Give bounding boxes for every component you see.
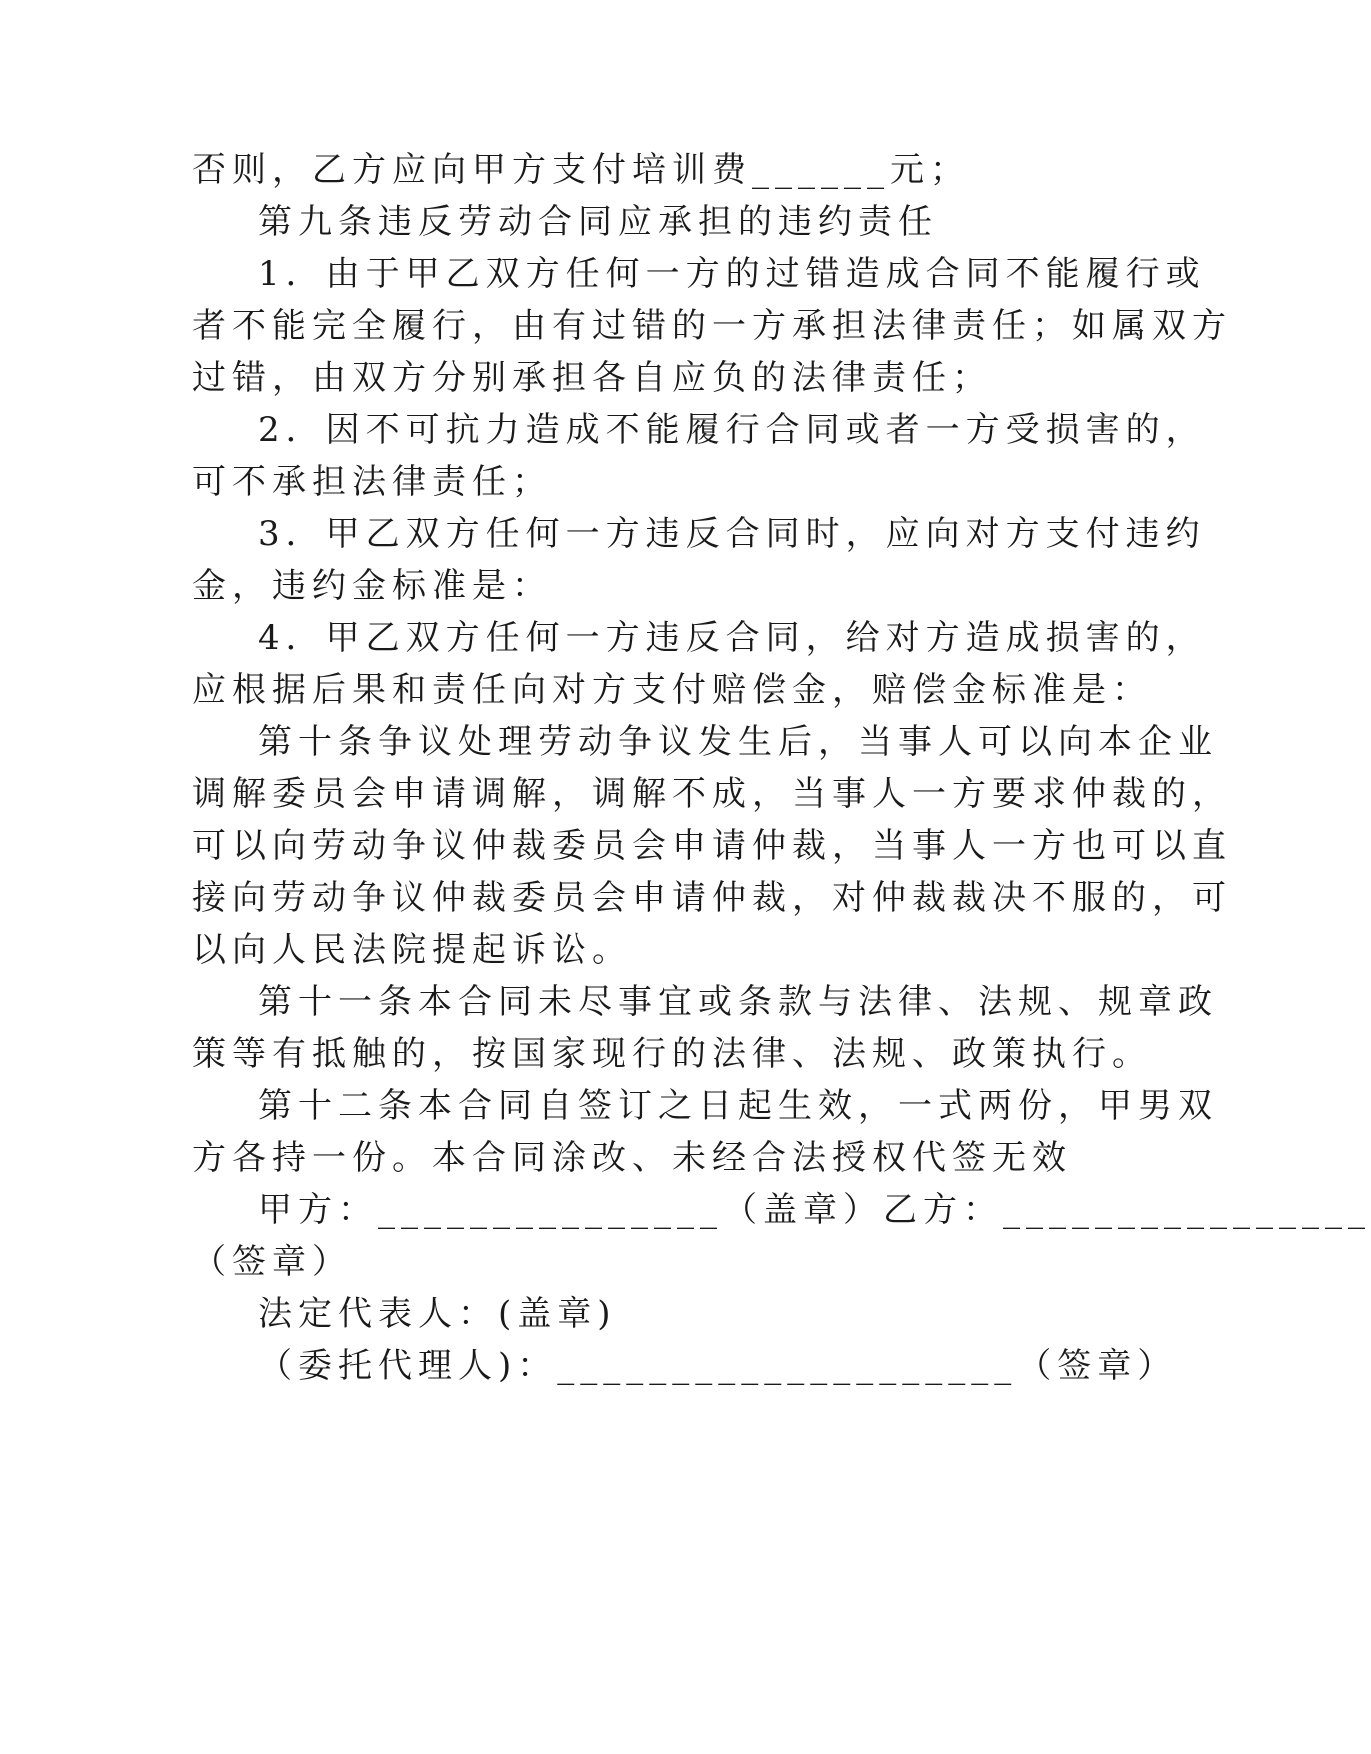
authorized-agent-line: （委托代理人)：____________________（签章） bbox=[258, 1346, 1178, 1386]
article-9-heading: 第九条违反劳动合同应承担的违约责任 bbox=[258, 202, 938, 242]
article-11-line: 第十一条本合同未尽事宜或条款与法律、法规、规章政 bbox=[258, 982, 1218, 1022]
text-line-18: 策等有抵触的，按国家现行的法律、法规、政策执行。 bbox=[192, 1034, 1152, 1074]
text-line-13: 调解委员会申请调解，调解不成，当事人一方要求仲裁的， bbox=[192, 774, 1232, 814]
text-line-14: 可以向劳动争议仲裁委员会申请仲裁，当事人一方也可以直 bbox=[192, 826, 1232, 866]
text-line-11: 应根据后果和责任向对方支付赔偿金，赔偿金标准是： bbox=[192, 670, 1152, 710]
text-line-10: 4．甲乙双方任何一方违反合同，给对方造成损害的， bbox=[258, 618, 1206, 658]
text-line-6: 2．因不可抗力造成不能履行合同或者一方受损害的， bbox=[258, 410, 1206, 450]
text-line-4: 者不能完全履行，由有过错的一方承担法律责任；如属双方 bbox=[192, 306, 1232, 346]
text-line-15: 接向劳动争议仲裁委员会申请仲裁，对仲裁裁决不服的，可 bbox=[192, 878, 1232, 918]
text-line-5: 过错，由双方分别承担各自应负的法律责任； bbox=[192, 358, 992, 398]
text-line-3: 1．由于甲乙双方任何一方的过错造成合同不能履行或 bbox=[258, 254, 1206, 294]
article-12-line: 第十二条本合同自签订之日起生效，一式两份，甲男双 bbox=[258, 1086, 1218, 1126]
text-line-1: 否则，乙方应向甲方支付培训费______元； bbox=[192, 150, 970, 190]
text-line-20: 方各持一份。本合同涂改、未经合法授权代签无效 bbox=[192, 1138, 1072, 1178]
text-line-16: 以向人民法院提起诉讼。 bbox=[192, 930, 632, 970]
legal-representative-line: 法定代表人：(盖章) bbox=[258, 1294, 617, 1334]
text-line-9: 金，违约金标准是： bbox=[192, 566, 552, 606]
signature-party-line: 甲方：_______________（盖章）乙方：________________ bbox=[258, 1190, 1371, 1230]
signature-seal-line: （签章） bbox=[192, 1242, 352, 1282]
text-line-8: 3．甲乙双方任何一方违反合同时，应向对方支付违约 bbox=[258, 514, 1206, 554]
article-10-line: 第十条争议处理劳动争议发生后，当事人可以向本企业 bbox=[258, 722, 1218, 762]
text-line-7: 可不承担法律责任； bbox=[192, 462, 552, 502]
